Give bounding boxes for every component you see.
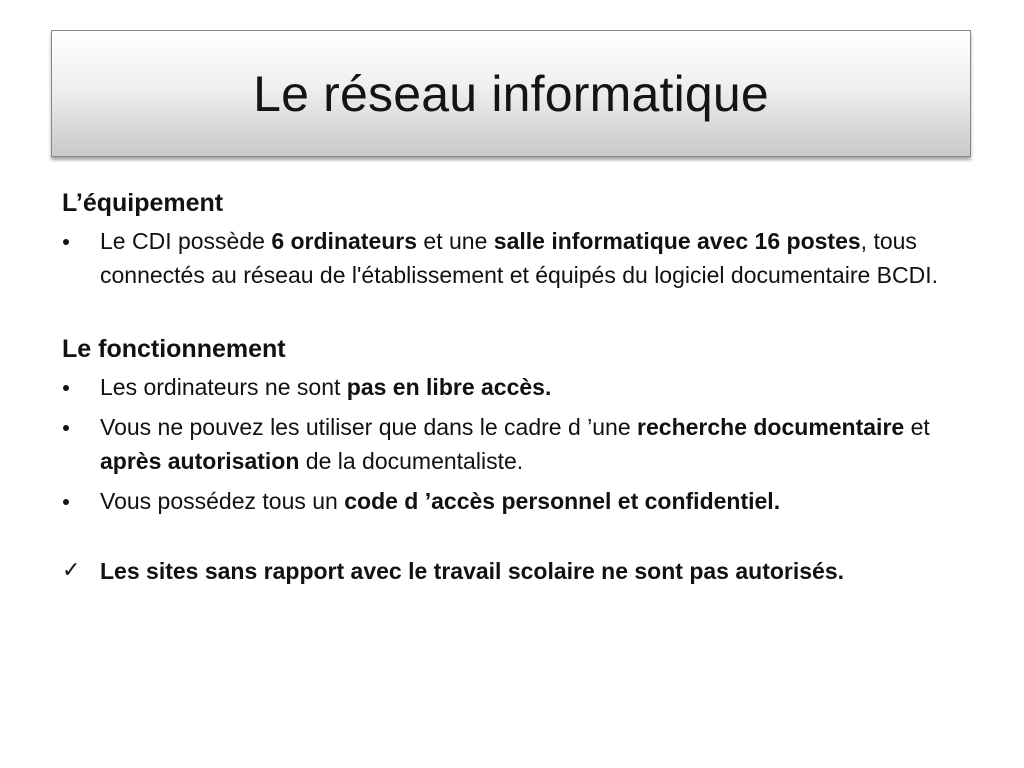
bullet-text: Vous possédez tous un code d ’accès personnel et confidentiel. (100, 488, 781, 514)
fonctionnement-list (62, 370, 962, 518)
slide-title: Le réseau informatique (253, 65, 769, 122)
bullet-text: Les ordinateurs ne sont pas en libre accès. (100, 374, 552, 400)
check-mark-icon: ✓ (62, 558, 81, 583)
list-item (62, 484, 962, 518)
equipement-list (62, 224, 962, 292)
list-item (62, 224, 962, 292)
list-item (62, 370, 962, 404)
bullet-text: Vous ne pouvez les utiliser que dans le cadre d ’une recherche documentaire et après autorisation de la documentaliste. (100, 414, 930, 474)
section-heading-fonctionnement: Le fonctionnement (62, 335, 286, 363)
list-item (62, 410, 962, 478)
bullet-text: Le CDI possède 6 ordinateurs et une salle informatique avec 16 postes, tous connectés au réseau de l'établissement et équipés du logiciel documentaire BCDI. (100, 228, 938, 288)
final-note (62, 554, 962, 588)
slide-body (62, 186, 962, 588)
final-note-text: Les sites sans rapport avec le travail scolaire ne sont pas autorisés. (100, 558, 845, 584)
title-box (51, 30, 971, 157)
section-heading-equipement: L’équipement (62, 189, 224, 217)
